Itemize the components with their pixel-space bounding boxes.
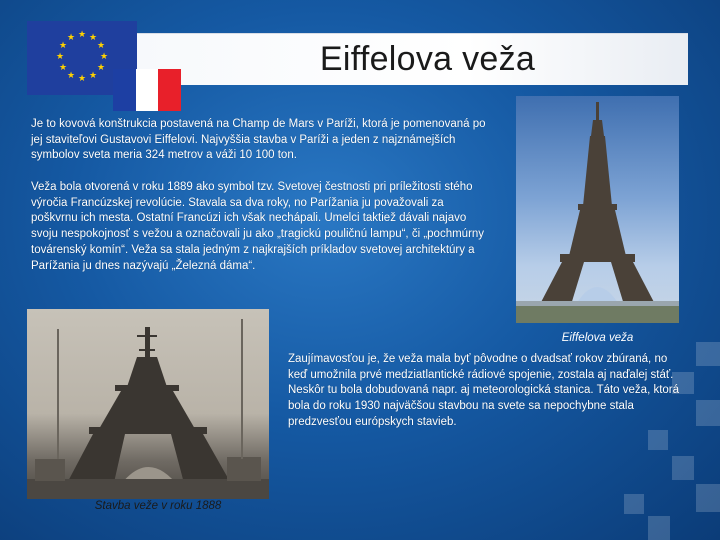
svg-text:★: ★ xyxy=(96,41,106,51)
title-bar xyxy=(137,33,688,85)
fact-paragraph: Zaujímavosťou je, že veža mala byť pôvodne o dvadsať rokov zbúraná, no keď umožnila prvé medziatlantické rádiové spojenie, zostala aj naďalej stáť. Neskôr tu bola dobudovaná napr. aj meteorologická stanica. Táto veža, ktorá bola do roku 1930 najväčšou stavbou na svete sa nepochybne stala predzvesťou európskych stavieb. xyxy=(288,353,680,428)
france-flag-icon xyxy=(113,69,181,111)
construction-photo-caption: Stavba veže v roku 1888 xyxy=(94,500,222,512)
svg-text:★: ★ xyxy=(96,63,106,73)
svg-text:★: ★ xyxy=(66,33,76,43)
decor-tile xyxy=(672,456,694,480)
decor-tile xyxy=(696,400,720,426)
svg-text:★: ★ xyxy=(99,52,109,62)
decor-tile xyxy=(624,494,644,514)
intro-paragraph: Je to kovová konštrukcia postavená na Champ de Mars v Paríži, ktorá je pomenovaná po jej staviteľovi Gustavovi Eiffelovi. Najvyššia stavba v Paríži a jeden z najznámejších symbolov sveta meria 324 metrov a váži 10 100 ton. xyxy=(31,118,486,162)
page-title: Eiffelova veža xyxy=(319,40,536,78)
decor-tile xyxy=(648,430,668,450)
svg-text:★: ★ xyxy=(88,33,98,43)
construction-1888-photo xyxy=(27,309,269,499)
svg-text:★: ★ xyxy=(58,41,68,51)
svg-text:★: ★ xyxy=(66,71,76,81)
decor-tile xyxy=(696,342,720,366)
svg-text:★: ★ xyxy=(55,52,65,62)
svg-text:★: ★ xyxy=(58,63,68,73)
eiffel-tower-photo xyxy=(516,96,679,323)
svg-text:★: ★ xyxy=(77,74,87,84)
decor-tile xyxy=(648,516,670,540)
decor-tile xyxy=(696,484,720,512)
history-paragraph: Veža bola otvorená v roku 1889 ako symbol tzv. Svetovej čestnosti pri príležitosti stého výročia Francúzskej revolúcie. Stavala sa dva roky, no Parížania ju považovali za poškvrnu ich mesta. Ostatní Francúzi ich však nechápali. Umelci taktiež dávali najavo svoju nespokojnosť s vežou a označovali ju ako „tragickú pouličnú lampu“, či „pochmúrny továrenský komín“. Veža sa stala jedným z najkrajších príkladov svetovej architektúry a Parížania ju dnes nazývajú „Železná dáma“. xyxy=(31,181,485,272)
svg-text:★: ★ xyxy=(88,71,98,81)
eiffel-photo-caption: Eiffelova veža xyxy=(561,332,634,344)
svg-text:★: ★ xyxy=(77,30,87,40)
